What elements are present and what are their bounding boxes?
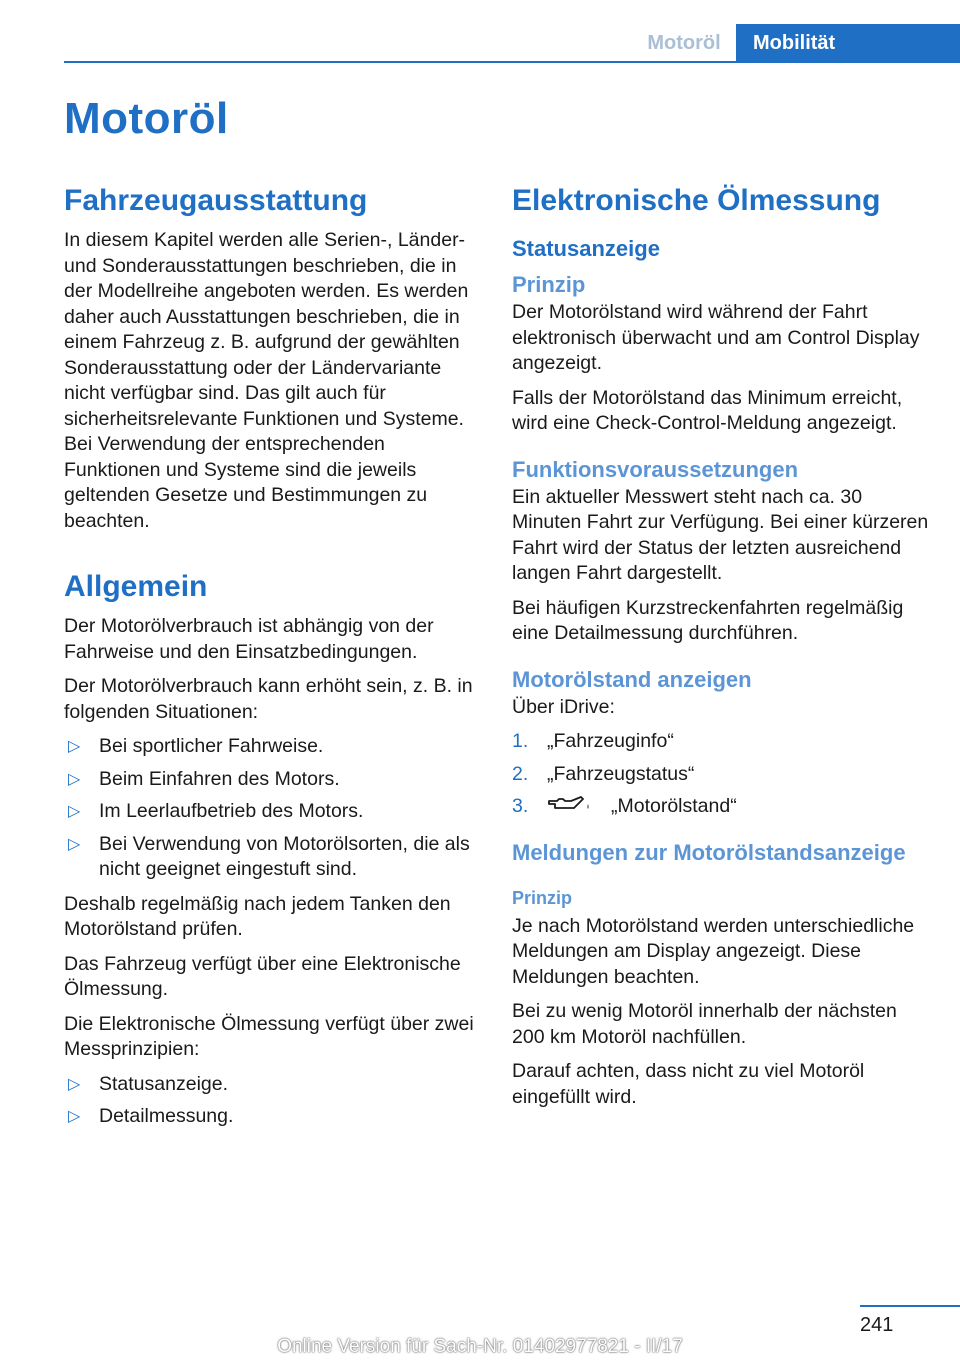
heading-prinzip-sub: Prinzip	[512, 887, 573, 908]
heading-prinzip: Prinzip	[512, 272, 586, 297]
paragraph: Der Motorölverbrauch kann erhöht sein, z. B. in folgenden Situationen:	[64, 675, 473, 723]
principles-list	[64, 1072, 482, 1130]
paragraph-fahrzeugausstattung: In diesem Kapitel werden alle Serien-, Länder- und Sonderausstattungen beschrieben, die in der Modellreihe angeboten werden. Es werden daher auch Ausstattungen beschrieben, die in einem Fahrzeug z. B. aufgrund der gewählten Sonderausstattung oder der Ländervariante nicht verfügbar sind. Das gilt auch für sicherheitsrelevante Funktionen und Systeme. Bei Verwendung der entsprechenden Funktionen und Systeme sind die jeweils geltenden Gesetze und Bestimmungen zu beachten.	[64, 229, 469, 532]
step-item	[512, 794, 934, 820]
heading-fahrzeugausstattung: Fahrzeugausstattung	[64, 184, 368, 217]
list-item-text: Bei Verwendung von Motorölsorten, die als nicht geeignet eingestuft sind.	[99, 832, 470, 880]
paragraph: Falls der Motorölstand das Minimum erreicht, wird eine Check-Control-Meldung angezeigt.	[512, 386, 903, 434]
list-item	[64, 767, 482, 793]
step-number: 3.	[512, 795, 529, 817]
paragraph: Darauf achten, dass nicht zu viel Motoröl eingefüllt wird.	[512, 1060, 865, 1108]
paragraph: Je nach Motorölstand werden unterschiedliche Meldungen am Display angezeigt. Diese Meldungen beachten.	[512, 914, 915, 988]
list-item	[64, 1104, 482, 1130]
step-number: 2.	[512, 762, 529, 785]
paragraph: Über iDrive:	[512, 695, 615, 718]
step-text: „Fahrzeuginfo“	[547, 730, 674, 752]
heading-statusanzeige: Statusanzeige	[512, 236, 660, 261]
heading-funktionsvoraussetzungen: Funktionsvoraussetzungen	[512, 456, 799, 482]
page-title: Motoröl	[64, 94, 229, 143]
right-column	[512, 182, 934, 1119]
triangle-bullet-icon: ▷	[68, 835, 81, 853]
page-number: 241	[860, 1314, 894, 1336]
header-divider	[64, 61, 960, 63]
paragraph: Bei zu wenig Motoröl innerhalb der nächsten 200 km Motoröl nachfüllen.	[512, 1000, 897, 1048]
paragraph: Der Motorölverbrauch ist abhängig von der Fahrweise und den Einsatzbedingungen.	[64, 615, 434, 663]
list-item-text: Detailmessung.	[99, 1105, 234, 1127]
tab-motoroel[interactable]: Motoröl	[647, 31, 721, 54]
triangle-bullet-icon: ▷	[68, 770, 81, 788]
heading-motoroelstand-anzeigen: Motorölstand anzeigen	[512, 666, 752, 692]
triangle-bullet-icon: ▷	[68, 738, 81, 755]
list-item	[64, 832, 482, 883]
step-item	[512, 762, 934, 788]
idrive-steps	[512, 729, 934, 820]
list-item	[64, 799, 482, 825]
paragraph: Das Fahrzeug verfügt über eine Elektronische Ölmessung.	[64, 952, 461, 1000]
list-item	[64, 734, 482, 760]
triangle-bullet-icon: ▷	[68, 1108, 81, 1125]
list-item-text: Im Leerlaufbetrieb des Motors.	[99, 800, 364, 822]
paragraph: Der Motorölstand wird während der Fahrt elektronisch überwacht und am Control Display angezeigt.	[512, 301, 920, 374]
oil-can-icon	[547, 794, 593, 820]
tab-mobilitaet[interactable]: Mobilität	[736, 24, 960, 62]
paragraph: Deshalb regelmäßig nach jedem Tanken den Motorölstand prüfen.	[64, 892, 451, 940]
list-item-text: Beim Einfahren des Motors.	[99, 767, 340, 790]
list-item-text: Bei sportlicher Fahrweise.	[99, 735, 324, 757]
heading-meldungen: Meldungen zur Motorölstandsanzeige	[512, 839, 906, 865]
left-column	[64, 182, 482, 1139]
step-item	[512, 729, 934, 755]
triangle-bullet-icon: ▷	[68, 803, 81, 820]
online-version-note: Online Version für Sach-Nr. 01402977821 - II/17	[277, 1336, 683, 1357]
paragraph: Ein aktueller Messwert steht nach ca. 30 Minuten Fahrt zur Verfügung. Bei einer kürzeren Fahrt wird der Status der letzten ausreichend langen Fahrt dargestellt.	[512, 485, 929, 584]
paragraph: Die Elektronische Ölmessung verfügt über zwei Messprinzipien:	[64, 1012, 474, 1060]
heading-allgemein: Allgemein	[64, 570, 208, 603]
heading-elektronische-oelmessung: Elektronische Ölmessung	[512, 184, 881, 217]
step-number: 1.	[512, 730, 529, 752]
list-item-text: Statusanzeige.	[99, 1072, 229, 1095]
paragraph: Bei häufigen Kurzstreckenfahrten regelmäßig eine Detailmessung durchführen.	[512, 596, 904, 644]
step-text: „Fahrzeugstatus“	[547, 762, 695, 785]
situations-list	[64, 734, 482, 883]
list-item	[64, 1072, 482, 1098]
triangle-bullet-icon: ▷	[68, 1075, 81, 1093]
step-text: „Motorölstand“	[611, 795, 737, 817]
footer-divider	[860, 1305, 960, 1307]
